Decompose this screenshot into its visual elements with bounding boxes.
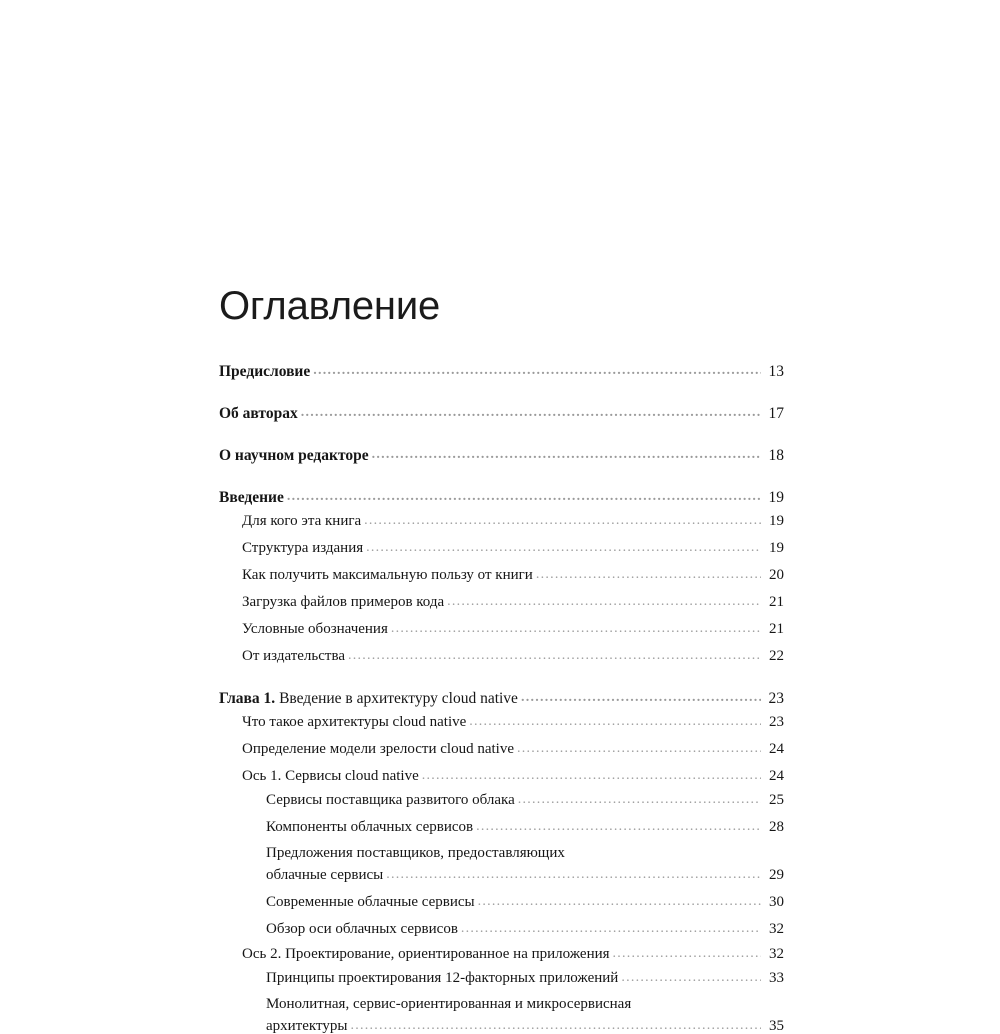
toc-entry-label: архитектуры bbox=[266, 1018, 348, 1034]
toc-page-number: 19 bbox=[768, 488, 784, 506]
dot-leader bbox=[461, 922, 761, 937]
toc-entry-label: Что такое архитектуры cloud native bbox=[242, 714, 467, 730]
toc-page-number: 19 bbox=[769, 540, 784, 556]
toc-page-number: 22 bbox=[769, 648, 784, 664]
toc-entry-level-1[interactable] bbox=[219, 685, 784, 706]
toc-entry-level-2[interactable] bbox=[219, 589, 784, 610]
dot-leader bbox=[621, 971, 761, 986]
toc-entry-label: Компоненты облачных сервисов bbox=[266, 819, 474, 835]
toc-page-number: 17 bbox=[768, 404, 784, 422]
toc-page-number: 24 bbox=[769, 768, 784, 784]
toc-entry-level-3[interactable] bbox=[219, 965, 784, 986]
page-title: Оглавление bbox=[219, 283, 441, 328]
toc-entry-label: Как получить максимальную пользу от книги bbox=[242, 567, 533, 583]
toc-page-number: 13 bbox=[768, 362, 784, 380]
toc-page-number: 19 bbox=[769, 513, 784, 529]
toc-page-number: 33 bbox=[769, 970, 784, 986]
toc-entry-label: облачные сервисы bbox=[266, 867, 384, 883]
toc-page-number: 18 bbox=[768, 446, 784, 464]
toc-entry-label: Определение модели зрелости cloud native bbox=[242, 741, 514, 757]
toc-entry-level-3[interactable] bbox=[219, 916, 784, 937]
toc-entry-label: Предложения поставщиков, предоставляющих bbox=[266, 845, 565, 861]
toc-page-number: 23 bbox=[768, 689, 784, 707]
toc-entry-level-1[interactable] bbox=[219, 442, 784, 463]
toc-entry-level-2[interactable] bbox=[219, 643, 784, 664]
dot-leader bbox=[447, 595, 761, 610]
toc-entry-label: Ось 1. Сервисы cloud native bbox=[242, 768, 419, 784]
toc-page-number: 30 bbox=[769, 894, 784, 910]
toc-entry-label: Обзор оси облачных сервисов bbox=[266, 921, 458, 937]
toc-page-number: 29 bbox=[769, 867, 784, 883]
toc-entry-level-2[interactable] bbox=[219, 709, 784, 730]
toc-entry-level-3[interactable] bbox=[219, 992, 784, 1012]
toc-page-number: 28 bbox=[769, 819, 784, 835]
toc-page-number: 25 bbox=[769, 792, 784, 808]
toc-page-number: 32 bbox=[769, 946, 784, 962]
toc-entry-label: Структура издания bbox=[242, 540, 364, 556]
toc-entry-level-2[interactable] bbox=[219, 562, 784, 583]
toc-entry-label: Современные облачные сервисы bbox=[266, 894, 475, 910]
toc-page-number: 35 bbox=[769, 1018, 784, 1034]
toc-page-number: 32 bbox=[769, 921, 784, 937]
dot-leader bbox=[391, 622, 761, 637]
chapter-number: Глава 1. bbox=[219, 689, 276, 707]
toc-entry-label: Предисловие bbox=[219, 362, 311, 380]
dot-leader bbox=[287, 490, 761, 506]
toc-entry-level-3[interactable] bbox=[219, 841, 784, 861]
toc-entry-level-2[interactable] bbox=[219, 941, 784, 962]
toc-entry-label: Введение bbox=[219, 488, 284, 506]
toc-entry-label: Ось 2. Проектирование, ориентированное на приложения bbox=[242, 946, 610, 962]
toc-entry-label: Монолитная, сервис-ориентированная и микросервисная bbox=[266, 996, 632, 1012]
table-of-contents bbox=[219, 358, 784, 1034]
toc-entry-label: Загрузка файлов примеров кода bbox=[242, 594, 445, 610]
dot-leader bbox=[386, 868, 761, 883]
dot-leader bbox=[348, 649, 761, 664]
dot-leader bbox=[366, 541, 761, 556]
toc-entry-label: Принципы проектирования 12-факторных приложений bbox=[266, 970, 619, 986]
toc-entry-level-2[interactable] bbox=[219, 535, 784, 556]
toc-page-number: 24 bbox=[769, 741, 784, 757]
chapter-title: Введение в архитектуру cloud native bbox=[275, 689, 518, 707]
dot-leader bbox=[517, 742, 761, 757]
toc-entry-level-3[interactable] bbox=[219, 889, 784, 910]
dot-leader bbox=[536, 568, 761, 583]
toc-entry-level-3[interactable] bbox=[219, 787, 784, 808]
dot-leader bbox=[521, 691, 761, 707]
toc-entry-level-1[interactable] bbox=[219, 358, 784, 379]
dot-leader bbox=[422, 769, 761, 784]
toc-entry-level-3[interactable] bbox=[219, 1013, 784, 1034]
toc-entry-level-3[interactable] bbox=[219, 814, 784, 835]
toc-entry-label: От издательства bbox=[242, 648, 346, 664]
toc-entry-level-2[interactable] bbox=[219, 616, 784, 637]
toc-entry-label: Условные обозначения bbox=[242, 621, 388, 637]
toc-entry-level-3[interactable] bbox=[219, 862, 784, 883]
toc-entry-level-1[interactable] bbox=[219, 484, 784, 505]
toc-entry-level-2[interactable] bbox=[219, 763, 784, 784]
toc-page-number: 21 bbox=[769, 594, 784, 610]
toc-entry-label: Сервисы поставщика развитого облака bbox=[266, 792, 515, 808]
dot-leader bbox=[518, 793, 761, 808]
dot-leader bbox=[613, 947, 761, 962]
dot-leader bbox=[313, 364, 761, 380]
toc-entry-level-2[interactable] bbox=[219, 736, 784, 757]
toc-entry-level-1[interactable] bbox=[219, 400, 784, 421]
dot-leader bbox=[476, 820, 761, 835]
dot-leader bbox=[478, 895, 761, 910]
toc-entry-label: Для кого эта книга bbox=[242, 513, 362, 529]
toc-entry-label bbox=[219, 691, 520, 707]
toc-page-number: 21 bbox=[769, 621, 784, 637]
dot-leader bbox=[364, 514, 761, 529]
dot-leader bbox=[301, 406, 761, 422]
toc-page-number: 20 bbox=[769, 567, 784, 583]
dot-leader bbox=[469, 715, 761, 730]
dot-leader bbox=[372, 448, 761, 464]
toc-entry-label: Об авторах bbox=[219, 404, 298, 422]
toc-entry-label: О научном редакторе bbox=[219, 446, 369, 464]
dot-leader bbox=[350, 1019, 761, 1034]
toc-entry-level-2[interactable] bbox=[219, 508, 784, 529]
toc-page-number: 23 bbox=[769, 714, 784, 730]
